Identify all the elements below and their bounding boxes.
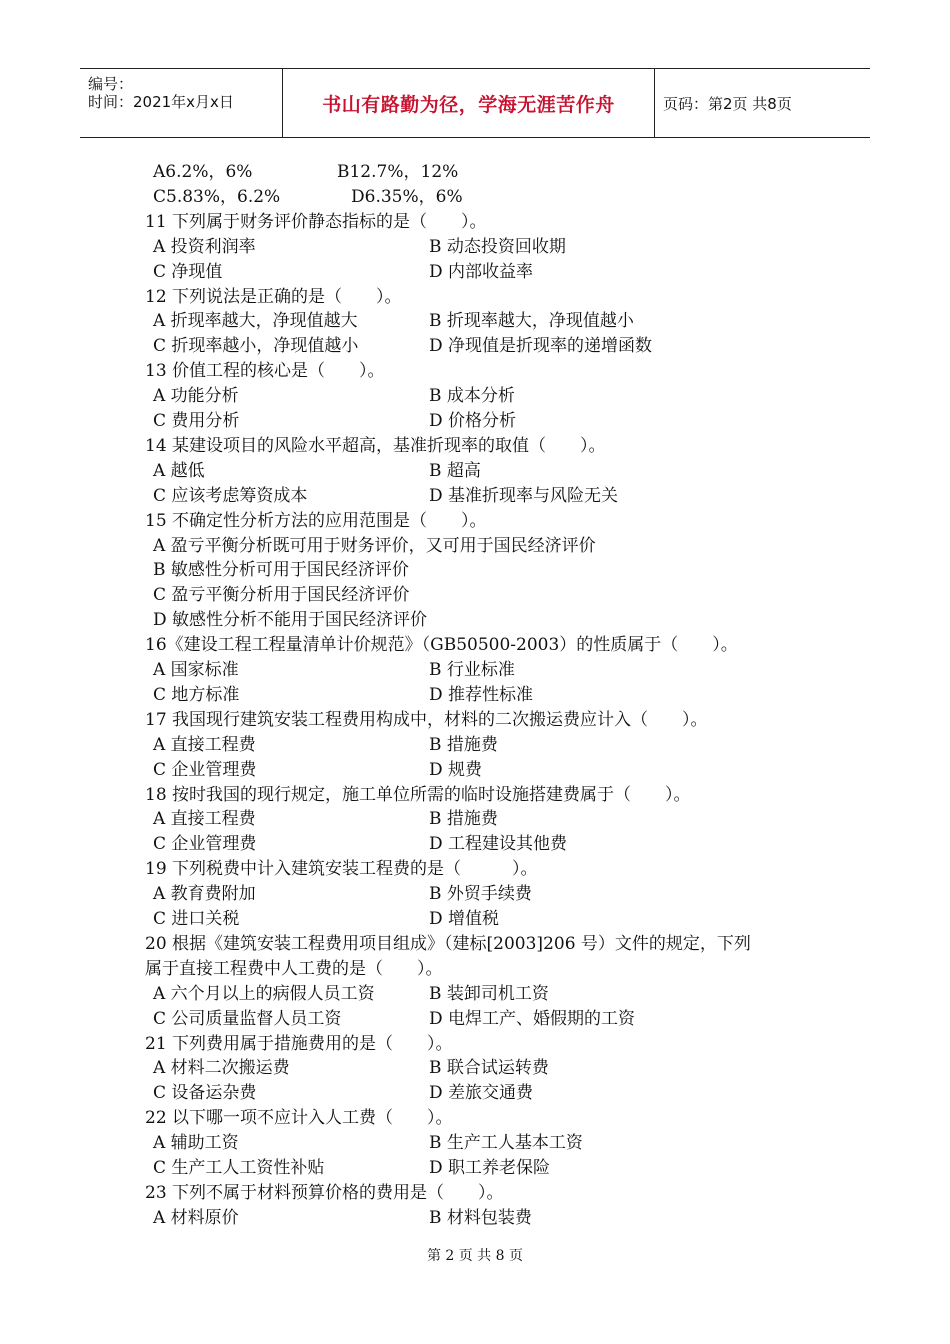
option-line: D 差旅交通费 bbox=[429, 1083, 534, 1104]
option-line: B 超高 bbox=[429, 460, 481, 481]
option-line: C 生产工人工资性补贴 bbox=[153, 1158, 325, 1178]
question-line: 12 下列说法是正确的是（ ）。 bbox=[145, 286, 402, 307]
option-line: D 敏感性分析不能用于国民经济评价 bbox=[153, 610, 428, 631]
header-number-label: 编号： bbox=[88, 75, 134, 93]
option-line: C 地方标准 bbox=[153, 684, 240, 705]
option-line: A 教育费附加 bbox=[153, 884, 256, 905]
option-line: A6.2%，6% bbox=[153, 162, 253, 182]
option-line: A 材料二次搬运费 bbox=[153, 1058, 290, 1079]
question-line: 15 不确定性分析方法的应用范围是（ ）。 bbox=[145, 510, 487, 531]
option-line: A 折现率越大，净现值越大 bbox=[153, 311, 358, 332]
option-line: A 越低 bbox=[153, 460, 205, 481]
header-date-label: 时间：2021年x月x日 bbox=[88, 93, 234, 111]
option-line: B 装卸司机工资 bbox=[429, 983, 549, 1004]
question-line: 13 价值工程的核心是（ ）。 bbox=[145, 361, 385, 382]
option-line: C 净现值 bbox=[153, 261, 223, 282]
option-line: C 企业管理费 bbox=[153, 759, 257, 780]
question-line: 19 下列税费中计入建筑安装工程费的是（ ）。 bbox=[145, 859, 538, 880]
header-page-info: 页码：第2页 共8页 bbox=[663, 94, 792, 113]
page-footer: 第 2 页 共 8 页 bbox=[426, 1248, 524, 1264]
question-line: 23 下列不属于材料预算价格的费用是（ ）。 bbox=[145, 1182, 504, 1203]
option-line: D 工程建设其他费 bbox=[429, 834, 568, 855]
option-line: A 辅助工资 bbox=[153, 1133, 239, 1154]
header-meta bbox=[80, 69, 283, 137]
option-line: C 设备运杂费 bbox=[153, 1083, 257, 1104]
question-line: 21 下列费用属于措施费用的是（ ）。 bbox=[145, 1033, 453, 1054]
question-line: 17 我国现行建筑安装工程费用构成中，材料的二次搬运费应计入（ ）。 bbox=[145, 709, 708, 730]
option-line: D 增值税 bbox=[429, 909, 500, 929]
option-line: C 盈亏平衡分析用于国民经济评价 bbox=[153, 585, 410, 606]
option-line: D 基准折现率与风险无关 bbox=[429, 485, 619, 506]
question-line: 20 根据《建筑安装工程费用项目组成》（建标[2003]206 号）文件的规定，下列 bbox=[145, 933, 751, 954]
option-line: A 直接工程费 bbox=[153, 734, 256, 755]
option-line: A 盈亏平衡分析既可用于财务评价，又可用于国民经济评价 bbox=[153, 535, 596, 556]
header-motto-cell bbox=[283, 69, 655, 137]
option-line: A 直接工程费 bbox=[153, 809, 256, 830]
question-line: 22 以下哪一项不应计入人工费（ ）。 bbox=[145, 1108, 453, 1129]
option-line: B 动态投资回收期 bbox=[429, 236, 566, 257]
option-line: B 措施费 bbox=[429, 809, 498, 830]
option-line: D 职工养老保险 bbox=[429, 1158, 551, 1178]
header-motto: 书山有路勤为径，学海无涯苦作舟 bbox=[322, 93, 615, 116]
option-line: C 折现率越小，净现值越小 bbox=[153, 336, 359, 357]
option-line: D 净现值是折现率的递增函数 bbox=[429, 336, 653, 357]
option-line: B 联合试运转费 bbox=[429, 1058, 549, 1079]
option-line: C 费用分析 bbox=[153, 411, 240, 431]
option-line: A 投资利润率 bbox=[153, 236, 256, 257]
question-line: 14 某建设项目的风险水平超高，基准折现率的取值（ ）。 bbox=[145, 435, 606, 456]
option-line: B 行业标准 bbox=[429, 660, 515, 680]
option-line: B 外贸手续费 bbox=[429, 884, 532, 905]
option-line: B 材料包装费 bbox=[429, 1207, 532, 1228]
option-line: A 功能分析 bbox=[153, 386, 239, 407]
option-line: D 规费 bbox=[429, 759, 483, 780]
option-line: D6.35%，6% bbox=[351, 186, 463, 207]
option-line: A 六个月以上的病假人员工资 bbox=[153, 983, 375, 1004]
question-line: 18 按时我国的现行规定，施工单位所需的临时设施搭建费属于（ ）。 bbox=[145, 784, 691, 805]
option-line: A 国家标准 bbox=[153, 660, 239, 680]
option-line: B 生产工人基本工资 bbox=[429, 1133, 583, 1154]
option-line: D 价格分析 bbox=[429, 411, 517, 431]
option-line: B 敏感性分析可用于国民经济评价 bbox=[153, 560, 409, 581]
option-line: C 进口关税 bbox=[153, 909, 240, 929]
question-line: 16《建设工程工程量清单计价规范》（GB50500-2003）的性质属于（ ）。 bbox=[145, 635, 738, 656]
option-line: C 公司质量监督人员工资 bbox=[153, 1008, 342, 1029]
option-line: A 材料原价 bbox=[153, 1207, 239, 1228]
question-line: 属于直接工程费中人工费的是（ ）。 bbox=[145, 958, 443, 979]
option-line: C5.83%，6.2% bbox=[153, 186, 281, 207]
option-line: C 应该考虑筹资成本 bbox=[153, 485, 308, 506]
option-line: D 电焊工产、婚假期的工资 bbox=[429, 1008, 636, 1029]
option-line: B 成本分析 bbox=[429, 386, 515, 407]
option-line: D 内部收益率 bbox=[429, 261, 534, 282]
option-line: B 折现率越大，净现值越小 bbox=[429, 311, 634, 332]
question-line: 11 下列属于财务评价静态指标的是（ ）。 bbox=[145, 211, 487, 232]
option-line: B 措施费 bbox=[429, 734, 498, 755]
page-header bbox=[80, 68, 870, 138]
option-line: D 推荐性标准 bbox=[429, 684, 534, 705]
option-line: B12.7%，12% bbox=[337, 162, 459, 182]
option-line: C 企业管理费 bbox=[153, 834, 257, 855]
